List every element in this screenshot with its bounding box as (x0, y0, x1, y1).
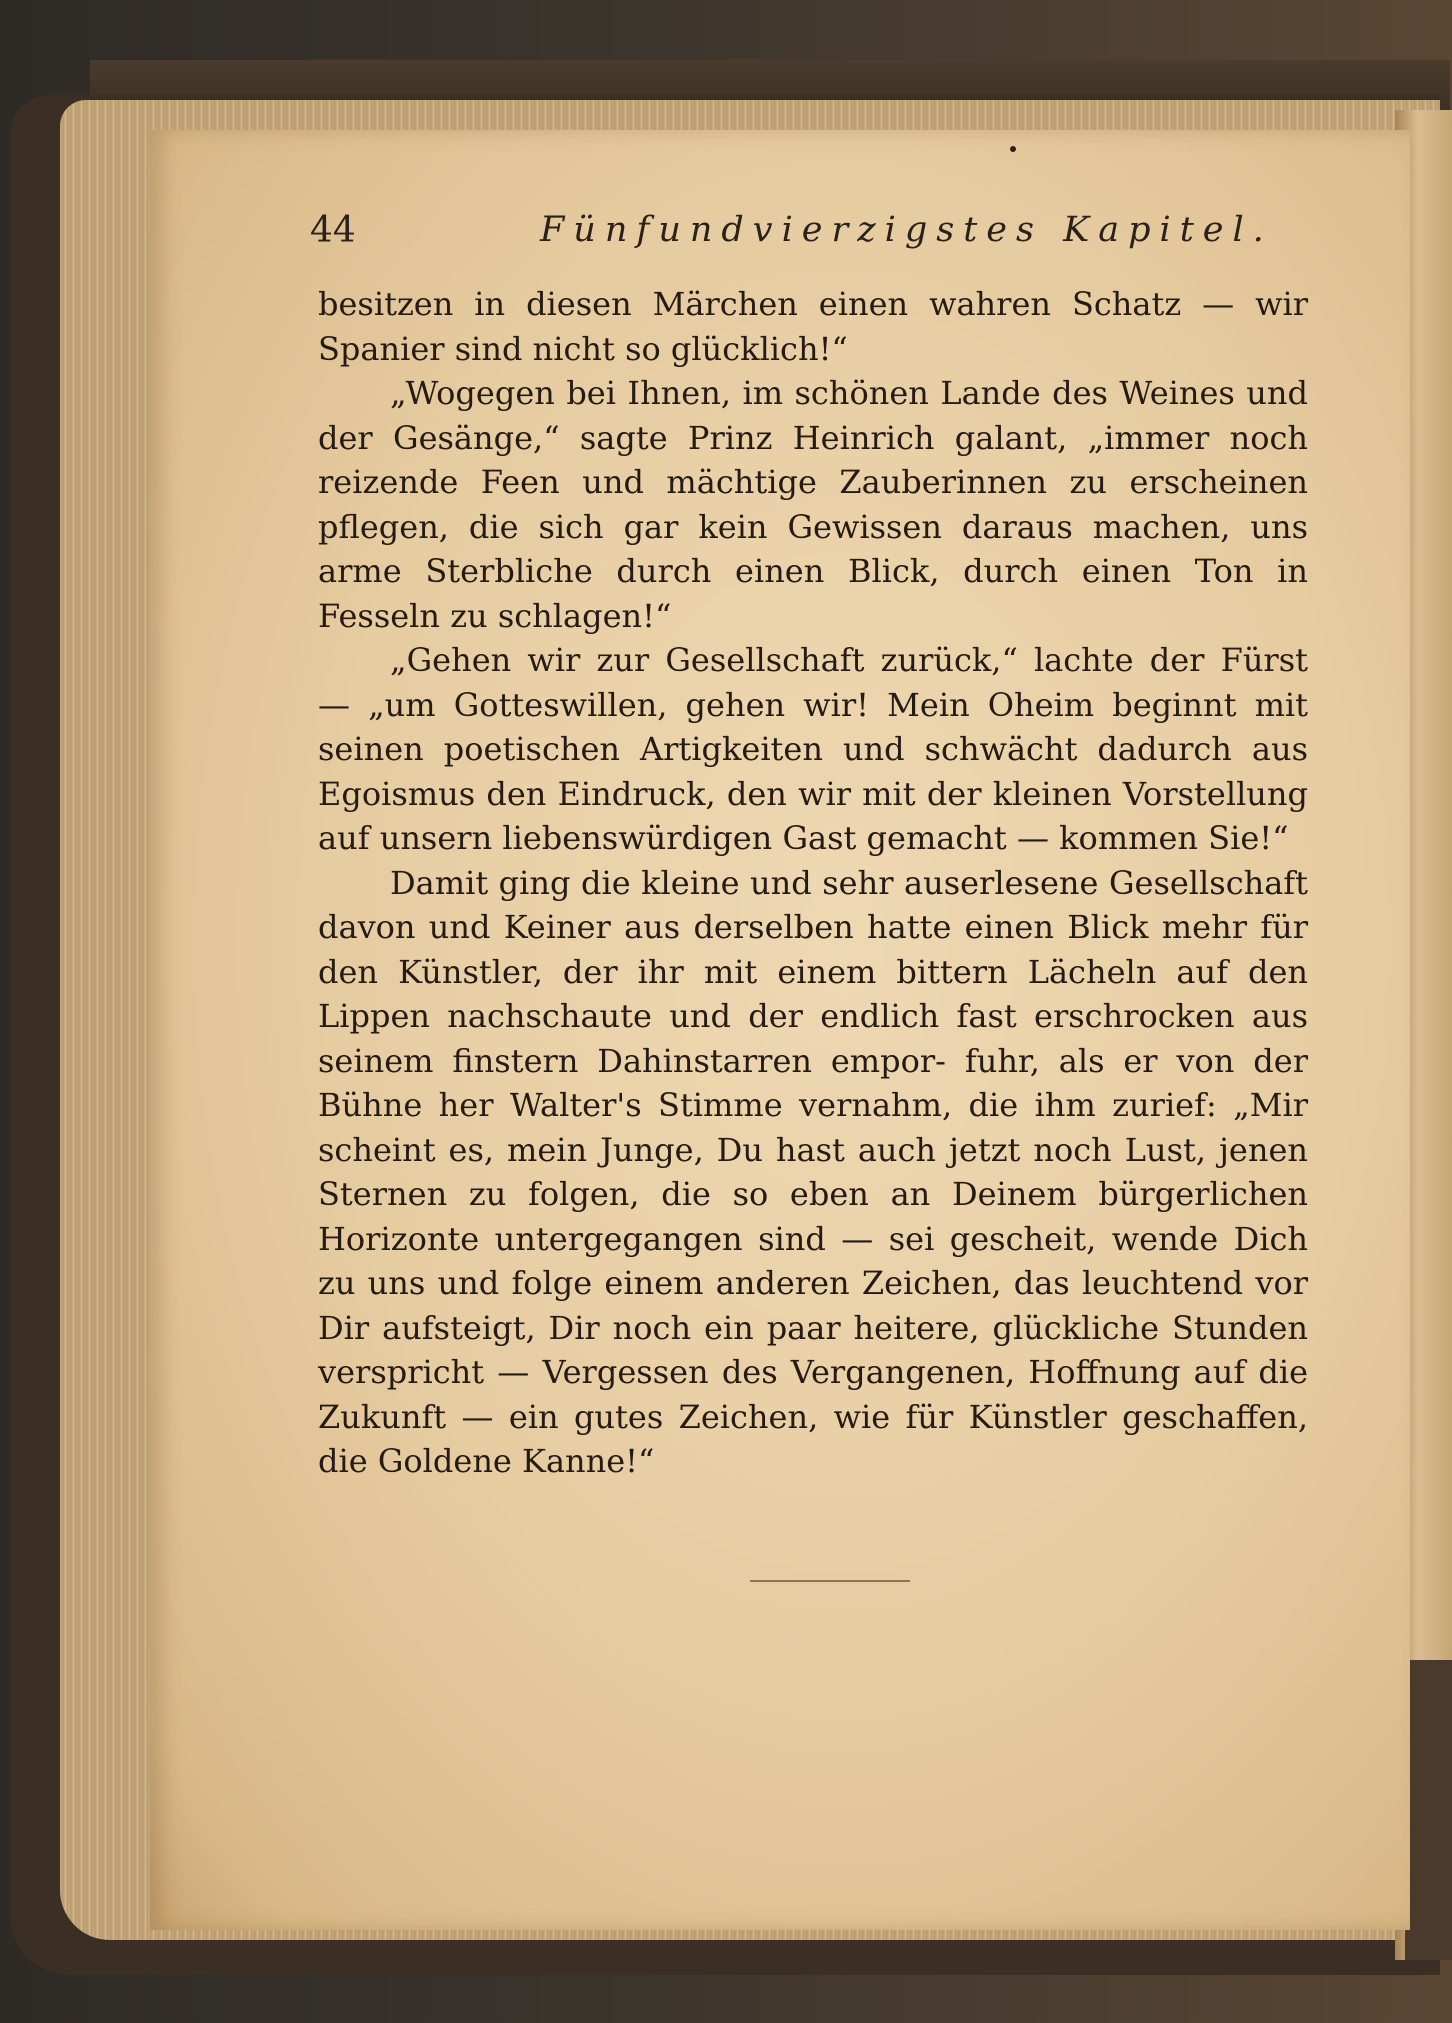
ink-speck (1010, 146, 1016, 152)
chapter-title: Fünfundvierzigstes Kapitel. (540, 210, 1273, 250)
end-rule (750, 1580, 910, 1582)
cover-corner (1405, 1660, 1452, 1960)
paragraph: besitzen in diesen Märchen einen wahren Schatz — wir Spanier sind nicht so glücklich!“ (318, 285, 1308, 368)
body-text (318, 282, 1308, 1484)
running-header (310, 210, 1310, 270)
paragraph: „Wogegen bei Ihnen, im schönen Lande des Weines und der Gesänge,“ sagte Prinz Heinrich galant, „immer noch reizende Feen und mächtige Zauberinnen zu erscheinen pflegen, die sich gar kein Gewissen daraus machen, uns arme Sterbliche durch einen Blick, durch einen Ton in Fesseln zu schlagen!“ (318, 374, 1308, 635)
paragraph: Damit ging die kleine und sehr auserlesene Gesellschaft davon und Keiner aus derselben hatte einen Blick mehr für den Künstler, der ihr mit einem bittern Lächeln auf den Lippen nachschaute und der endlich fast erschrocken aus seinem finstern Dahinstarren empor- fuhr, als er von der Bühne her Walter's Stimme vernahm, die ihm zurief: „Mir scheint es, mein Junge, Du hast auch jetzt noch Lust, jenen Sternen zu folgen, die so eben an Deinem bürgerlichen Horizonte untergegangen sind — sei gescheit, wende Dich zu uns und folge einem anderen Zeichen, das leuchtend vor Dir aufsteigt, Dir noch ein paar heitere, glückliche Stunden verspricht — Vergessen des Vergangenen, Hoffnung auf die Zukunft — ein gutes Zeichen, wie für Künstler geschaffen, die Goldene Kanne!“ (318, 863, 1308, 1480)
page-number: 44 (310, 210, 356, 251)
paragraph: „Gehen wir zur Gesellschaft zurück,“ lachte der Fürst — „um Gotteswillen, gehen wir! Mein Oheim beginnt mit seinen poetischen Artigkeiten und schwächt dadurch aus Egoismus den Eindruck, den wir mit der kleinen Vorstellung auf unsern liebenswürdigen Gast gemacht — kommen Sie!“ (318, 641, 1308, 857)
